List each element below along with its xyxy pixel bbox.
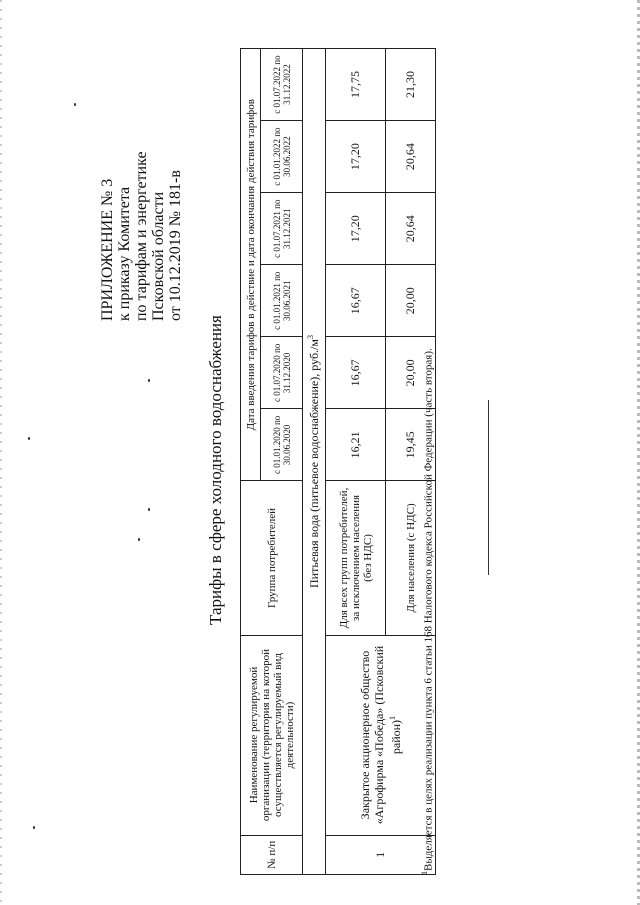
tariff-value: 16,21: [326, 409, 386, 481]
tariff-value: 17,75: [326, 49, 386, 121]
header-period: с 01.07.2020 по 31.12.2020: [261, 337, 303, 409]
table-row: [326, 49, 386, 875]
organization-cell: [326, 635, 436, 835]
appendix-line: к приказу Комитета: [116, 186, 133, 321]
row-number: 1: [326, 835, 436, 874]
section-unit-power: 3: [306, 335, 315, 340]
section-title: Питьевая вода (питьевое водоснабжение), руб./м: [307, 339, 321, 588]
tariff-value: 20,00: [386, 265, 436, 337]
organization-name: Закрытое акционерное общество «Агрофирма «Победа» (Псковский район): [358, 645, 403, 825]
header-period: с 01.01.2021 по 30.06.2021: [261, 265, 303, 337]
footnote-mark: 1: [388, 715, 397, 720]
appendix-title: ПРИЛОЖЕНИЕ № 3: [99, 178, 116, 321]
tariff-value: 20,00: [386, 337, 436, 409]
tariff-table: [240, 48, 436, 875]
consumer-group: Для всех групп потребителей, за исключением населения (без НДС): [326, 481, 386, 635]
header-consumer-group: Группа потребителей: [241, 481, 303, 635]
header-dates-caption: Дата введения тарифов в действие и дата окончания действия тарифов: [241, 49, 261, 481]
footnote: [420, 55, 435, 875]
header-period: с 01.07.2021 по 31.12.2021: [261, 193, 303, 265]
tariff-value: 19,45: [386, 409, 436, 481]
tariff-value: 17,20: [326, 121, 386, 193]
header-period: с 01.01.2020 по 30.06.2020: [261, 409, 303, 481]
header-period: с 01.07.2022 по 31.12.2022: [261, 49, 303, 121]
header-organization: Наименование регулируемой организации (территория на которой осуществляется регулируемый вид деятельности): [241, 635, 303, 835]
tariff-value: 16,67: [326, 265, 386, 337]
tariff-value: 21,30: [386, 49, 436, 121]
table-header-row: [241, 49, 261, 875]
header-period: с 01.01.2022 по 30.06.2022: [261, 121, 303, 193]
appendix-block: [99, 91, 184, 321]
appendix-line: по тарифам и энергетике: [133, 151, 150, 321]
consumer-group: Для населения (с НДС): [386, 481, 436, 635]
tariff-value: 20,64: [386, 193, 436, 265]
tariff-value: 20,64: [386, 121, 436, 193]
header-num: № п/п: [241, 835, 303, 874]
tariff-value: 16,67: [326, 337, 386, 409]
section-title-cell: [303, 49, 326, 875]
section-row: [303, 49, 326, 875]
appendix-line: Псковской области: [150, 191, 167, 321]
footnote-text: Выделяется в целях реализации пункта 6 статьи 168 Налогового кодекса Российской Федерации (часть вторая).: [422, 348, 435, 871]
document-title: Тарифы в сфере холодного водоснабжения: [206, 315, 225, 625]
appendix-order-ref: от 10.12.2019 № 181-в: [167, 170, 184, 321]
tariff-value: 17,20: [326, 193, 386, 265]
signature-line: [488, 400, 489, 575]
footnote-mark: 1: [420, 871, 429, 875]
